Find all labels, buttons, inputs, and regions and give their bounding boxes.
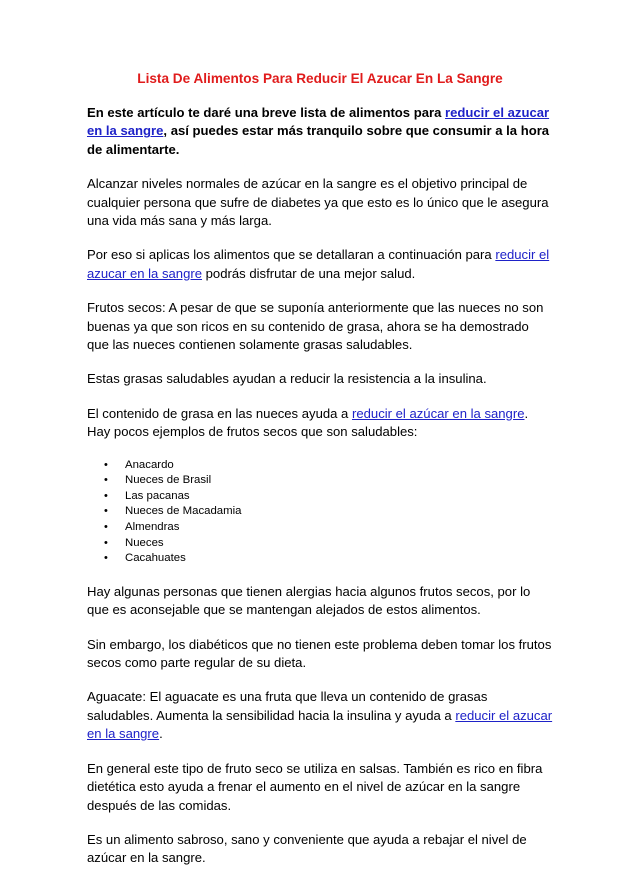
reduce-sugar-link-2[interactable]: reducir el azucar en la sangre bbox=[87, 247, 550, 281]
bullet-icon: • bbox=[104, 536, 108, 549]
paragraph-normal-levels: Alcanzar niveles normales de azúcar en la sangre es el objetivo principal de cualquier persona que sufre de diabetes ya que esto es lo único que le asegura una vida más sana y más larga. bbox=[87, 176, 549, 229]
page-title: Lista De Alimentos Para Reducir El Azucar En La Sangre bbox=[137, 71, 503, 86]
bullet-icon: • bbox=[104, 489, 108, 502]
intro-text-after: , así puedes estar más tranquilo sobre que consumir a la hora de alimentarte. bbox=[87, 123, 550, 157]
paragraph-text: Por eso si aplicas los alimentos que se detallaran a continuación para bbox=[87, 247, 496, 263]
paragraph-text: . bbox=[159, 726, 163, 742]
paragraph-allergies: Hay algunas personas que tienen alergias hacia algunos frutos secos, por lo que es aconsejable que se mantengan alejados de estos alimentos. bbox=[87, 583, 531, 618]
list-item-label: Cacahuates bbox=[125, 552, 186, 565]
reduce-sugar-link-1[interactable]: reducir el azucar en la sangre bbox=[87, 105, 550, 139]
list-item-label: Nueces de Brasil bbox=[125, 474, 212, 487]
list-item bbox=[104, 551, 553, 567]
paragraph-sauces: En general este tipo de fruto seco se utiliza en salsas. También es rico en fibra dietética esto ayuda a frenar el aumento en el nivel de azúcar en la sangre después de las comidas. bbox=[87, 760, 543, 813]
list-item bbox=[104, 504, 553, 520]
paragraph-text: Aguacate: El aguacate es una fruta que lleva un contenido de grasas saludables. Aumenta la sensibilidad hacia la insulina y ayuda a bbox=[87, 689, 488, 723]
list-item-label: Las pacanas bbox=[125, 489, 190, 502]
paragraph-nut-fat bbox=[87, 405, 553, 442]
bullet-icon: • bbox=[104, 474, 108, 487]
paragraph-text: podrás disfrutar de una mejor salud. bbox=[202, 265, 416, 281]
reduce-sugar-link-3[interactable]: reducir el azúcar en la sangre bbox=[351, 405, 525, 421]
list-item bbox=[104, 489, 553, 505]
list-item bbox=[104, 536, 553, 552]
list-item bbox=[104, 458, 553, 474]
nuts-list bbox=[87, 458, 553, 567]
list-item-label: Nueces bbox=[125, 536, 164, 549]
paragraph-nuts: Frutos secos: A pesar de que se suponía anteriormente que las nueces no son buenas ya que son ricos en su contenido de grasa, ahora se ha demostrado que las nueces contienen solamente grasas saludables. bbox=[87, 300, 544, 353]
list-item-label: Nueces de Macadamia bbox=[125, 505, 242, 518]
paragraph-text: . Hay pocos ejemplos de frutos secos que son saludables: bbox=[87, 405, 529, 440]
intro-paragraph bbox=[87, 104, 553, 159]
document-page bbox=[87, 69, 553, 884]
bullet-icon: • bbox=[104, 505, 108, 518]
paragraph-text: El contenido de grasa en las nueces ayuda a bbox=[87, 405, 352, 421]
bullet-icon: • bbox=[104, 521, 108, 534]
paragraph-tasty-food: Es un alimento sabroso, sano y conveniente que ayuda a rebajar el nivel de azúcar en la sangre. bbox=[87, 831, 527, 866]
bullet-icon: • bbox=[104, 552, 108, 565]
paragraph-apply-foods bbox=[87, 246, 553, 283]
list-item-label: Anacardo bbox=[125, 458, 174, 471]
paragraph-healthy-fats: Estas grasas saludables ayudan a reducir la resistencia a la insulina. bbox=[87, 371, 487, 387]
paragraph-diabetics: Sin embargo, los diabéticos que no tienen este problema deben tomar los frutos secos como parte regular de su dieta. bbox=[87, 636, 552, 671]
reduce-sugar-link-4[interactable]: reducir el azucar en la sangre bbox=[87, 707, 553, 742]
list-item bbox=[104, 520, 553, 536]
bullet-icon: • bbox=[104, 458, 108, 471]
paragraph-avocado bbox=[87, 688, 553, 743]
list-item bbox=[104, 473, 553, 489]
intro-text-before: En este artículo te daré una breve lista de alimentos para bbox=[87, 105, 446, 120]
list-item-label: Almendras bbox=[125, 521, 180, 534]
